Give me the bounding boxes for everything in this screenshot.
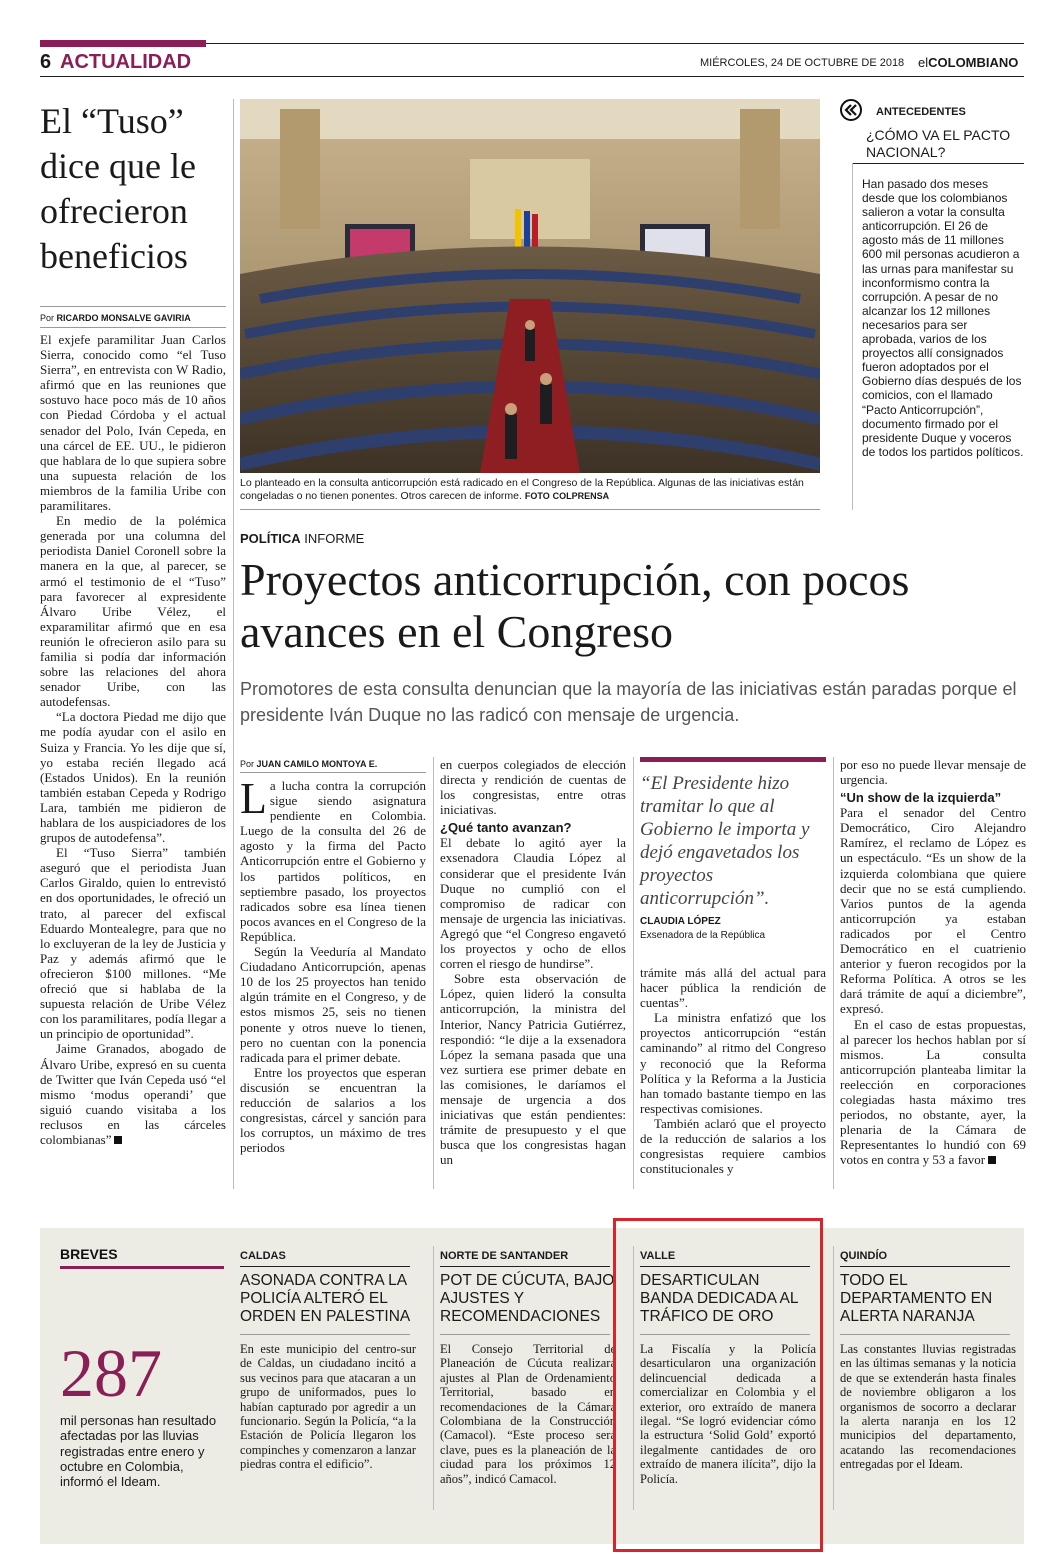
brief-region: CALDAS xyxy=(240,1250,286,1262)
column-divider xyxy=(852,163,853,510)
paragraph: “La doctora Piedad me dijo que me podía ayudar con el asilo en Suiza y Francia. Yo les dije que sí, yo estaba recién llegado acá (Estados Unidos). En la reunión también estaban Cepeda y Rodrigo Lara, también me pidieron de hablara de los auspiciadores de los grupos de autodefensa”. xyxy=(40,709,226,846)
breves-accent-rule xyxy=(60,1266,224,1269)
brief-body: En este municipio del centro-sur de Caldas, un ciudadano incitó a sus vecinos para que atacaran a un grupo de uniformados, pues lo habían capturado por agredir a un funcionario. Según la Policía, “a la Estación de Policía llegaron los compinches y comenzaron a lanzar piedras contra el edificio”. xyxy=(240,1342,416,1472)
paragraph: trámite más allá del actual para hacer pública la rendición de cuentas”. xyxy=(640,965,826,1011)
brief-region: QUINDÍO xyxy=(840,1250,888,1262)
featured-number: 287 xyxy=(60,1335,162,1411)
photo-caption: Lo planteado en la consulta anticorrupción está radicado en el Congreso de la República. Algunas de las iniciativas están congeladas o no tienen ponentes. Otros carecen de informe. FOTO COLPRENSA xyxy=(240,477,804,502)
header-bottom-rule xyxy=(40,76,1024,77)
side-story-body xyxy=(40,332,226,1147)
page-number: 6 xyxy=(40,51,52,73)
divider xyxy=(240,1266,410,1267)
divider xyxy=(40,327,226,328)
paragraph: El “Tuso Sierra” también aseguró que el periodista Juan Carlos Giraldo, quien lo entrevistó en dos oportunidades, le ofreció un trato, al parecer del exfiscal Eduardo Montealegre, para que no lo excluyeran de la ley de Justicia y Paz y además afirmó que le ofrecieron $100 millones. “Me ofreció que si hablaba de la supuesta relación de Uribe Vélez con los paramilitares, podía llegar a un principio de oportunidad”. xyxy=(40,845,226,1042)
pull-quote: “El Presidente hizo tramitar lo que al Gobierno le importa y dejó engavetados los proyectos anticorrupción”. xyxy=(640,773,810,909)
paragraph: Sobre esta observación de López, quien lideró la consulta anticorrupción, la ministra del Interior, Nancy Patricia Gutiérrez, respondió: “le dije a la exsenadora López la semana pasada que una vez surtiera ese primer debate en las comisiones, le daríamos el mensaje de urgencia a dos iniciativas que están pendientes: trámite de presupuesto y el que busca que los congresistas hagan un xyxy=(440,971,626,1168)
brief-region: VALLE xyxy=(640,1250,676,1262)
side-story-byline: Por RICARDO MONSALVE GAVIRIA xyxy=(40,313,191,323)
brief-body: La Fiscalía y la Policía desarticularon una organización delincuencial dedicada a comercializar en Colombia y el exterior, oro extraído de manera ilegal. “Se logró evidenciar cómo la estructura ‘Solid Gold’ exportó ilegalmente cantidades de oro extraído de manera ilícita”, dijo la Policía. xyxy=(640,1342,816,1486)
brief-body: El Consejo Territorial de Planeación de Cúcuta realizará ajustes al Plan de Ordenamiento Territorial, basado en recomendaciones de la Cámara Colombiana de la Construcción (Camacol). “Este proceso será clave, pues es la planeación de la ciudad para los próximos 12 años”, indicó Camacol. xyxy=(440,1342,616,1486)
kicker-section: POLÍTICA xyxy=(240,531,301,546)
paragraph: Según la Veeduría al Mandato Ciudadano Anticorrupción, apenas 10 de los 25 proyectos han tenido algún trámite en el Congreso, y de estos mismos 25, seis no tienen ponente y otros nueve lo tienen, pero no cuentan con la ponencia radicada para el primer debate. xyxy=(240,944,426,1065)
brief-quindio xyxy=(840,1250,1016,1472)
column-divider xyxy=(233,99,234,1189)
drop-cap: L xyxy=(240,774,267,823)
divider xyxy=(240,772,426,773)
brief-title: POT DE CÚCUTA, BAJO AJUSTES Y RECOMENDACIONES xyxy=(440,1272,615,1325)
article-deck: Promotores de esta consulta denuncian que la mayoría de las iniciativas están paradas porque el presidente Iván Duque no las radicó con mensaje de urgencia. xyxy=(240,679,1017,725)
highlight-box xyxy=(613,1218,823,1552)
divider xyxy=(240,1334,410,1335)
breves-label: BREVES xyxy=(60,1246,118,1262)
divider xyxy=(840,1266,1010,1267)
logo-name: COLOMBIANO xyxy=(928,55,1019,70)
divider xyxy=(440,1266,610,1267)
article-byline: Por JUAN CAMILO MONTOYA E. xyxy=(240,759,378,769)
paragraph: por eso no puede llevar mensaje de urgencia. xyxy=(840,757,1026,788)
antecedentes-question: ¿CÓMO VA EL PACTO NACIONAL? xyxy=(866,127,1011,160)
divider xyxy=(852,163,1024,164)
byline-name: RICARDO MONSALVE GAVIRIA xyxy=(56,313,191,323)
column-divider xyxy=(833,1246,834,1510)
featured-number-text: mil personas han resultado afectadas por las lluvias registradas entre enero y octubre en Colombia, informó el Ideam. xyxy=(60,1413,217,1490)
paragraph: en cuerpos colegiados de elección directa y rendición de cuentas de los congresistas, entre otras iniciativas. xyxy=(440,757,626,818)
congress-chamber-photo xyxy=(240,99,820,473)
subheading: “Un show de la izquierda” xyxy=(840,790,1002,806)
article-column-4 xyxy=(840,757,1026,1167)
issue-date: MIÉRCOLES, 24 DE OCTUBRE DE 2018 xyxy=(700,57,905,69)
article-column-1 xyxy=(240,774,426,1156)
paragraph: La lucha contra la corrupción sigue siendo asignatura pendiente en Colombia. Luego de la consulta del 26 de agosto y la firma del Pacto Anticorrupción entre el Gobierno y los partidos políticos, en septiembre pasado, los proyectos radicados sobre esa línea tienen pocos avances en el Congreso de la República. xyxy=(240,774,426,944)
column-divider xyxy=(633,757,634,1189)
divider xyxy=(240,509,820,510)
brief-region: NORTE DE SANTANDER xyxy=(440,1250,569,1262)
brief-title: TODO EL DEPARTAMENTO EN ALERTA NARANJA xyxy=(840,1272,993,1325)
byline-name: JUAN CAMILO MONTOYA E. xyxy=(256,759,378,769)
quote-role: Exsenadora de la República xyxy=(640,930,766,941)
column-divider xyxy=(433,1246,434,1510)
paragraph: Para el senador del Centro Democrático, Ciro Alejandro Ramírez, el reclamo de López es un espectáculo. “Es un show de la izquierda colombiana que quiere decir que no se está cumpliendo. Varios puntos de la agenda anticorrupción ya estaban radicados por el Centro Democrático en el cuatrienio anterior y fueron recogidos por la Reforma Política. A otros se les dará trámite de aquí a diciembre”, expresó. xyxy=(840,805,1026,1017)
newspaper-logo xyxy=(918,55,1018,70)
column-divider xyxy=(433,757,434,1189)
subheading: ¿Qué tanto avanzan? xyxy=(440,820,572,836)
header-top-rule xyxy=(206,43,1024,44)
divider xyxy=(440,1334,610,1335)
paragraph: La ministra enfatizó que los proyectos anticorrupción “están caminando” al ritmo del Congreso y reconoció que la Reforma Política y la Reforma a la Justicia han tomado bastante tiempo en las respectivas comisiones. xyxy=(640,1010,826,1116)
paragraph: En medio de la polémica generada por una columna del periodista Daniel Coronell sobre la manera en la que, al parecer, se armó el testimonio de el “Tuso” para favorecer al expresidente Álvaro Uribe Vélez, el exparamilitar afirmó que en esa reunión le ofrecieron asilo para su familia si podía dar información sobre las relaciones del ahora senador Uribe, con las autodefensas. xyxy=(40,513,226,710)
article-headline: Proyectos anticorrupción, con pocos avances en el Congreso xyxy=(240,554,910,657)
photo-credit-name: COLPRENSA xyxy=(552,491,610,501)
divider xyxy=(840,1334,1010,1335)
quote-accent-bar xyxy=(640,757,826,762)
article-kicker xyxy=(240,531,364,546)
antecedentes-body: Han pasado dos meses desde que los colombianos salieron a votar la consulta anticorrupción. El 26 de agosto más de 11 millones 600 mil personas acudieron a las urnas para manifestar su inconformismo contra la corrupción. A pesar de no alcanzar los 12 millones necesarios para ser aprobada, varios de los proyectos allí consignados fueron adoptados por el Gobierno días después de los comicios, con el llamado “Pacto Anticorrupción”, documento firmado por el presidente Duque y voceros de todos los partidos políticos. xyxy=(862,177,1024,459)
article-column-2 xyxy=(440,757,626,1167)
end-mark-icon xyxy=(114,1136,122,1144)
brief-title: ASONADA CONTRA LA POLICÍA ALTERÓ EL ORDEN EN PALESTINA xyxy=(240,1272,411,1325)
divider xyxy=(40,306,226,307)
paragraph: Entre los proyectos que esperan discusión se encuentran la reducción de salarios a los congresistas, cárcel y sanción para los corruptos, un máximo de tres periodos xyxy=(240,1064,426,1156)
paragraph: Jaime Granados, abogado de Álvaro Uribe, expresó en su cuenta de Twitter que Iván Cepeda usó “el mismo ‘modus operandi’ que siguió cuando visitaba a los reclusos en las cárceles colombianas” xyxy=(40,1041,226,1147)
paragraph: En el caso de estas propuestas, al parecer los hechos hablan por sí mismos. La consulta anticorrupción planteaba limitar la reelección en corporaciones colegiadas hasta máximo tres periodos, no obstante, ayer, la plenaria de la Cámara de Representantes lo hundió con 69 votos en contra y 53 a favor xyxy=(840,1016,1026,1168)
side-story-title: El “Tuso” dice que le ofrecieron beneficios xyxy=(40,101,196,276)
end-mark-icon xyxy=(988,1156,996,1164)
logo-prefix: el xyxy=(918,55,929,70)
brief-body: Las constantes lluvias registradas en las últimas semanas y la noticia de que se extenderán hasta finales de noviembre obligaron a los organismos de socorro a declarar la alerta naranja en los 12 municipios del departamento, acatando las recomendaciones entregadas por el Ideam. xyxy=(840,1342,1016,1472)
paragraph: El debate lo agitó ayer la exsenadora Claudia López al considerar que el presidente Iván Duque no cumplió con el compromiso de radicar con mensaje de urgencia las iniciativas. Agregó que “el Congreso engavetó los proyectos y ocho de ellos corren el riesgo de hundirse”. xyxy=(440,835,626,972)
brief-caldas xyxy=(240,1250,416,1472)
section-accent-bar xyxy=(40,40,206,47)
column-divider xyxy=(833,757,834,1189)
article-column-3 xyxy=(640,965,826,1176)
brief-norte-de-santander xyxy=(440,1250,616,1486)
photo-credit-label: FOTO xyxy=(524,491,550,501)
antecedentes-label: ANTECEDENTES xyxy=(876,106,966,118)
kicker-type: INFORME xyxy=(304,531,365,546)
double-chevron-left-icon xyxy=(840,99,862,121)
quote-author: CLAUDIA LÓPEZ xyxy=(640,916,721,927)
paragraph: El exjefe paramilitar Juan Carlos Sierra, conocido como “el Tuso Sierra”, en entrevista con W Radio, afirmó que en las reuniones que sostuvo hace poco más de 10 años con Piedad Córdoba y el actual senador del Polo, Iván Cepeda, en una cárcel de EE. UU., le pidieron que hablara de lo que supiera sobre una supuesta relación de los miembros de la familia Uribe con paramilitares. xyxy=(40,332,226,514)
section-name: ACTUALIDAD xyxy=(60,51,192,73)
brief-title: DESARTICULAN BANDA DEDICADA AL TRÁFICO DE ORO xyxy=(640,1272,798,1325)
paragraph: También aclaró que el proyecto de la reducción de salarios a los congresistas requiere cambios constitucionales y xyxy=(640,1115,826,1177)
